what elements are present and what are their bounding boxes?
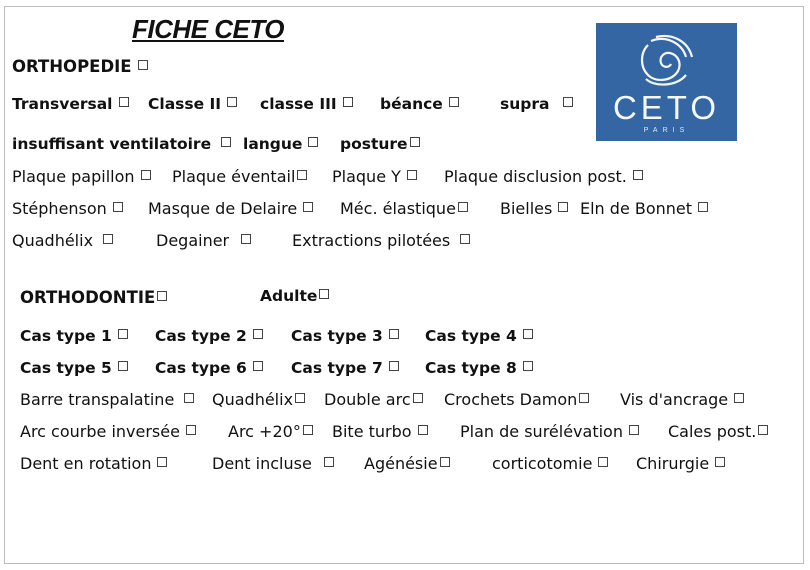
checkbox[interactable] [633, 170, 643, 180]
checkbox[interactable] [241, 234, 251, 244]
checkbox[interactable] [253, 329, 263, 339]
checkbox-item[interactable] [620, 390, 744, 410]
checkbox-label: Transversal [12, 95, 113, 113]
checkbox-item[interactable] [340, 134, 420, 154]
checkbox[interactable] [734, 393, 744, 403]
checkbox[interactable] [141, 170, 151, 180]
checkbox-item[interactable] [444, 390, 589, 410]
checkbox[interactable] [227, 97, 237, 107]
checkbox[interactable] [295, 393, 305, 403]
checkbox-item[interactable] [332, 167, 417, 187]
checkbox-item[interactable] [425, 358, 533, 378]
checkbox[interactable] [103, 234, 113, 244]
checkbox-item[interactable] [20, 358, 128, 378]
checkbox-item[interactable] [155, 358, 263, 378]
checkbox[interactable] [303, 425, 313, 435]
checkbox-label: Dent incluse [212, 454, 312, 473]
checkbox-label: Arc +20° [228, 422, 301, 441]
checkbox-label: Cas type 5 [20, 359, 112, 377]
checkbox[interactable] [308, 137, 318, 147]
orthopedie-heading [12, 57, 148, 77]
checkbox-label: Crochets Damon [444, 390, 578, 409]
checkbox-label: Cas type 2 [155, 327, 247, 345]
checkbox-item[interactable] [340, 199, 468, 219]
checkbox-label: Chirurgie [636, 454, 710, 473]
checkbox[interactable] [440, 457, 450, 467]
checkbox[interactable] [157, 457, 167, 467]
checkbox[interactable] [113, 202, 123, 212]
checkbox-item[interactable] [212, 454, 334, 474]
checkbox-label: Bielles [500, 199, 553, 218]
checkbox-item[interactable] [668, 422, 768, 442]
checkbox-label: Méc. élastique [340, 199, 456, 218]
checkbox-label: Degainer [156, 231, 230, 250]
checkbox-item[interactable] [12, 167, 151, 187]
checkbox[interactable] [297, 170, 307, 180]
checkbox[interactable] [343, 97, 353, 107]
checkbox-item[interactable] [172, 167, 307, 187]
checkbox[interactable] [449, 97, 459, 107]
orthodontie-heading [20, 288, 167, 308]
checkbox[interactable] [184, 393, 194, 403]
checkbox-item[interactable] [425, 326, 533, 346]
checkbox-label: Barre transpalatine [20, 390, 175, 409]
checkbox-item[interactable] [332, 422, 428, 442]
checkbox[interactable] [698, 202, 708, 212]
orthopedie-checkbox[interactable] [138, 60, 148, 70]
checkbox-label: classe III [260, 95, 337, 113]
checkbox-item[interactable] [20, 422, 196, 442]
checkbox-label: Cas type 3 [291, 327, 383, 345]
checkbox-item[interactable] [148, 94, 237, 114]
checkbox-label: Plan de surélévation [460, 422, 623, 441]
checkbox-label: Arc courbe inversée [20, 422, 180, 441]
checkbox[interactable] [418, 425, 428, 435]
checkbox[interactable] [118, 329, 128, 339]
checkbox-label: insuffisant ventilatoire [12, 135, 212, 153]
checkbox[interactable] [221, 137, 231, 147]
checkbox-label: Double arc [324, 390, 411, 409]
checkbox[interactable] [629, 425, 639, 435]
checkbox-label: Cales post. [668, 422, 757, 441]
checkbox[interactable] [523, 361, 533, 371]
checkbox-label: béance [380, 95, 443, 113]
checkbox-label: Stéphenson [12, 199, 107, 218]
checkbox-item[interactable] [260, 286, 329, 306]
checkbox-item[interactable] [212, 390, 305, 410]
checkbox-label: supra [500, 95, 550, 113]
checkbox-label: Classe II [148, 95, 222, 113]
logo-wordmark: CETO [612, 89, 721, 126]
checkbox-label: Bite turbo [332, 422, 412, 441]
checkbox-item[interactable] [292, 231, 470, 251]
orthodontie-checkbox[interactable] [157, 291, 167, 301]
checkbox[interactable] [523, 329, 533, 339]
checkbox-label: Cas type 6 [155, 359, 247, 377]
checkbox-item[interactable] [500, 94, 573, 114]
checkbox-label: Cas type 7 [291, 359, 383, 377]
checkbox-label: Vis d'ancrage [620, 390, 729, 409]
checkbox-item[interactable] [444, 167, 643, 187]
checkbox-label: Extractions pilotées [292, 231, 451, 250]
checkbox[interactable] [389, 329, 399, 339]
checkbox-item[interactable] [243, 134, 318, 154]
checkbox-label: Cas type 8 [425, 359, 517, 377]
logo-subtitle: PARIS [643, 127, 690, 134]
checkbox[interactable] [558, 202, 568, 212]
checkbox-item[interactable] [260, 94, 353, 114]
checkbox-label: Cas type 1 [20, 327, 112, 345]
checkbox-item[interactable] [380, 94, 459, 114]
ceto-logo [596, 23, 737, 141]
form-title: FICHE CETO [132, 14, 284, 44]
checkbox-item[interactable] [228, 422, 313, 442]
checkbox-label: Dent en rotation [20, 454, 152, 473]
checkbox-item[interactable] [500, 199, 568, 219]
checkbox[interactable] [253, 361, 263, 371]
checkbox[interactable] [118, 361, 128, 371]
checkbox-item[interactable] [12, 231, 113, 251]
checkbox[interactable] [324, 457, 334, 467]
checkbox-item[interactable] [12, 199, 123, 219]
checkbox-item[interactable] [460, 422, 639, 442]
checkbox-label: Plaque Y [332, 167, 401, 186]
checkbox-item[interactable] [291, 326, 399, 346]
checkbox[interactable] [407, 170, 417, 180]
checkbox-item[interactable] [148, 199, 313, 219]
checkbox-label: Cas type 4 [425, 327, 517, 345]
checkbox[interactable] [410, 137, 420, 147]
checkbox[interactable] [186, 425, 196, 435]
checkbox-item[interactable] [492, 454, 608, 474]
checkbox[interactable] [458, 202, 468, 212]
checkbox[interactable] [119, 97, 129, 107]
checkbox[interactable] [715, 457, 725, 467]
checkbox-item[interactable] [12, 94, 129, 114]
checkbox-label: Plaque disclusion post. [444, 167, 627, 186]
checkbox[interactable] [413, 393, 423, 403]
checkbox-label: Eln de Bonnet [580, 199, 693, 218]
checkbox-item[interactable] [155, 326, 263, 346]
checkbox-item[interactable] [291, 358, 399, 378]
checkbox-item[interactable] [12, 134, 231, 154]
checkbox-item[interactable] [156, 231, 251, 251]
checkbox-label: Plaque éventail [172, 167, 296, 186]
checkbox[interactable] [460, 234, 470, 244]
checkbox[interactable] [758, 425, 768, 435]
orthodontie-heading-label: ORTHODONTIE [20, 288, 156, 307]
checkbox-item[interactable] [324, 390, 423, 410]
checkbox-label: posture [340, 135, 408, 153]
checkbox-label: langue [243, 135, 303, 153]
checkbox[interactable] [389, 361, 399, 371]
checkbox-label: corticotomie [492, 454, 593, 473]
checkbox-label: Plaque papillon [12, 167, 135, 186]
checkbox[interactable] [563, 97, 573, 107]
checkbox-item[interactable] [20, 390, 194, 410]
checkbox-label: Masque de Delaire [148, 199, 298, 218]
orthopedie-heading-label: ORTHOPEDIE [12, 57, 132, 76]
checkbox[interactable] [598, 457, 608, 467]
checkbox[interactable] [303, 202, 313, 212]
checkbox-item[interactable] [580, 199, 708, 219]
checkbox-item[interactable] [20, 454, 167, 474]
checkbox-label: Quadhélix [212, 390, 294, 409]
checkbox[interactable] [319, 289, 329, 299]
checkbox-label: Adulte [260, 287, 318, 305]
checkbox[interactable] [579, 393, 589, 403]
checkbox-label: Quadhélix [12, 231, 94, 250]
checkbox-item[interactable] [636, 454, 725, 474]
checkbox-item[interactable] [364, 454, 450, 474]
checkbox-label: Agénésie [364, 454, 438, 473]
checkbox-item[interactable] [20, 326, 128, 346]
